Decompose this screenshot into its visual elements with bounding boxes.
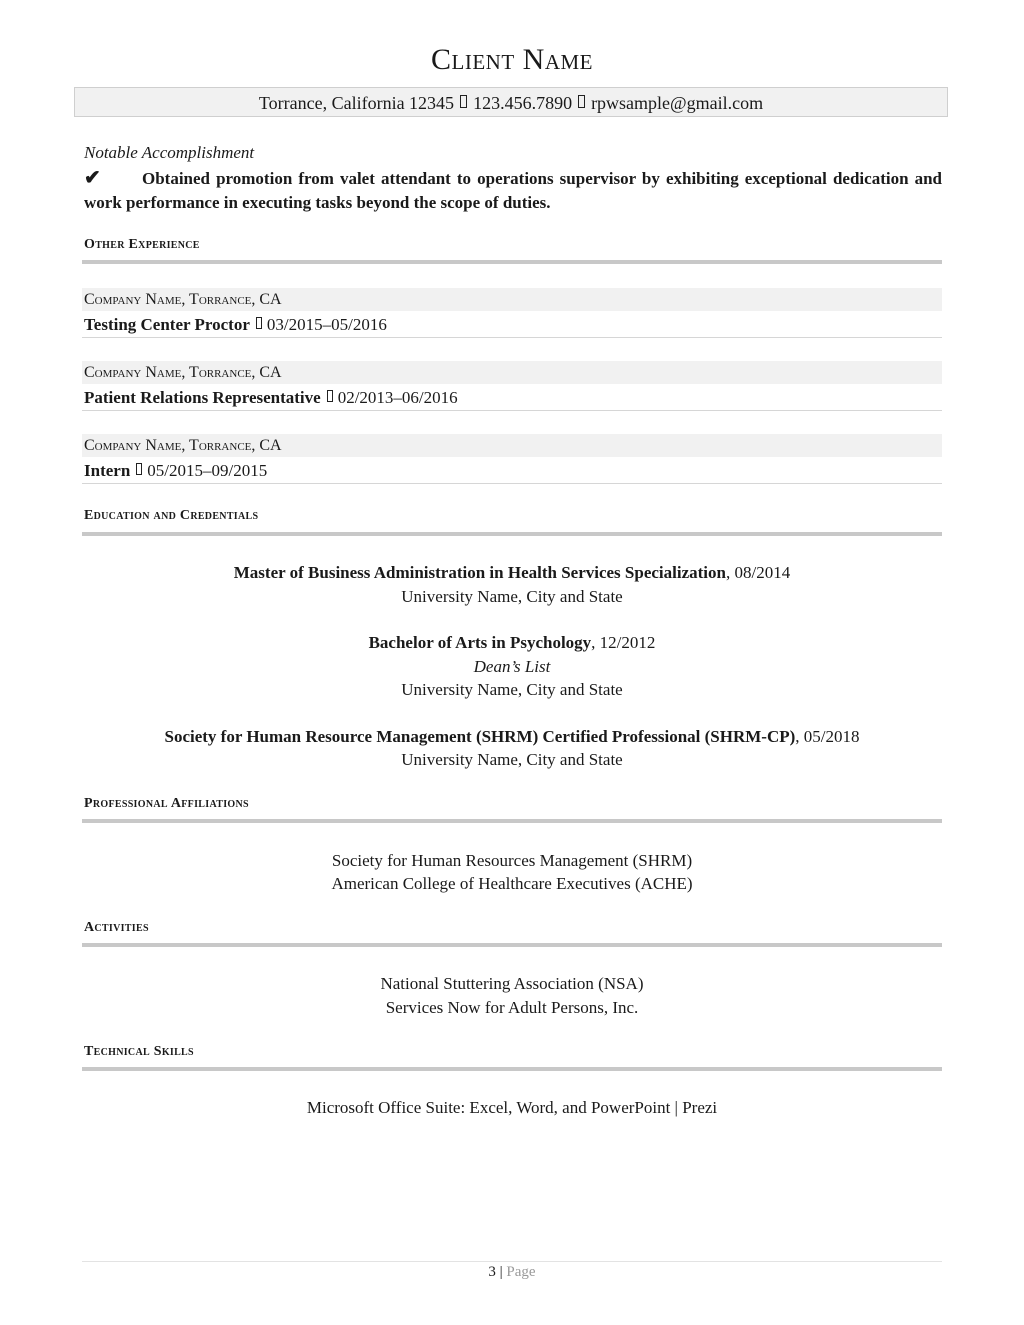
education-degree: Society for Human Resource Management (SHRM) Certified Professional (SHRM-CP) bbox=[164, 727, 796, 746]
contact-bar bbox=[74, 87, 948, 117]
separator-box-icon bbox=[256, 317, 262, 329]
activity-item: Services Now for Adult Persons, Inc. bbox=[385, 998, 639, 1017]
job-title: Intern bbox=[84, 461, 131, 480]
job-dates: 03/2015–05/2016 bbox=[266, 315, 387, 334]
job-title: Testing Center Proctor bbox=[84, 315, 250, 334]
contact-email: rpwsample@gmail.com bbox=[591, 93, 764, 113]
job-company: Company Name, Torrance, CA bbox=[82, 434, 942, 457]
education-degree: Bachelor of Arts in Psychology bbox=[368, 633, 592, 652]
footer-rule bbox=[82, 1261, 942, 1262]
contact-phone: 123.456.7890 bbox=[473, 93, 573, 113]
job-line bbox=[82, 312, 942, 338]
affiliation-item: American College of Healthcare Executives (ACHE) bbox=[331, 874, 693, 893]
accomplishment-title: Notable Accomplishment bbox=[84, 143, 255, 162]
separator-box-icon bbox=[460, 95, 467, 108]
checkmark-icon: ✔ bbox=[84, 167, 101, 189]
job-company: Company Name, Torrance, CA bbox=[82, 361, 942, 384]
job-dates: 02/2013–06/2016 bbox=[337, 388, 458, 407]
separator-box-icon bbox=[136, 463, 142, 475]
section-heading-activities: Activities bbox=[84, 920, 149, 935]
education-degree-line bbox=[0, 561, 1024, 585]
separator-box-icon bbox=[578, 95, 585, 108]
section-rule bbox=[82, 260, 942, 264]
technical-skills-text: Microsoft Office Suite: Excel, Word, and PowerPoint | Prezi bbox=[306, 1098, 718, 1117]
education-degree: Master of Business Administration in Health Services Specialization bbox=[233, 563, 726, 582]
education-school: University Name, City and State bbox=[401, 680, 623, 699]
education-degree-line bbox=[0, 631, 1024, 655]
page-number: 3 bbox=[488, 1264, 496, 1280]
activity-item: National Stuttering Association (NSA) bbox=[380, 974, 644, 993]
job-line bbox=[82, 385, 942, 411]
section-rule bbox=[82, 1067, 942, 1071]
education-honor: Dean’s List bbox=[473, 657, 551, 676]
education-date: , 05/2018 bbox=[795, 727, 860, 746]
section-heading-affiliations: Professional Affiliations bbox=[84, 796, 249, 811]
accomplishment-text bbox=[84, 166, 942, 215]
job-title: Patient Relations Representative bbox=[84, 388, 321, 407]
education-date: , 08/2014 bbox=[725, 563, 791, 582]
page-label: Page bbox=[506, 1264, 536, 1280]
job-dates: 05/2015–09/2015 bbox=[147, 461, 268, 480]
section-rule bbox=[82, 532, 942, 536]
education-school: University Name, City and State bbox=[401, 587, 623, 606]
accomplishment-body: Obtained promotion from valet attendant to operations supervisor by exhibiting exceptional dedication and work performance in executing tasks beyond the scope of duties. bbox=[84, 169, 942, 212]
job-company: Company Name, Torrance, CA bbox=[82, 288, 942, 311]
separator-box-icon bbox=[327, 390, 333, 402]
section-rule bbox=[82, 819, 942, 823]
contact-city: Torrance, California 12345 bbox=[258, 93, 455, 113]
footer-divider: | bbox=[499, 1264, 503, 1280]
education-school: University Name, City and State bbox=[401, 750, 623, 769]
section-rule bbox=[82, 943, 942, 947]
section-heading-technical-skills: Technical Skills bbox=[84, 1044, 194, 1059]
page-footer bbox=[0, 1264, 1024, 1281]
section-heading-other-experience: Other Experience bbox=[84, 237, 200, 252]
section-heading-education: Education and Credentials bbox=[84, 508, 259, 523]
education-date: , 12/2012 bbox=[591, 633, 656, 652]
client-name: Client Name bbox=[431, 43, 593, 76]
affiliation-item: Society for Human Resources Management (SHRM) bbox=[331, 851, 693, 870]
education-degree-line bbox=[0, 725, 1024, 749]
job-line bbox=[82, 458, 942, 484]
